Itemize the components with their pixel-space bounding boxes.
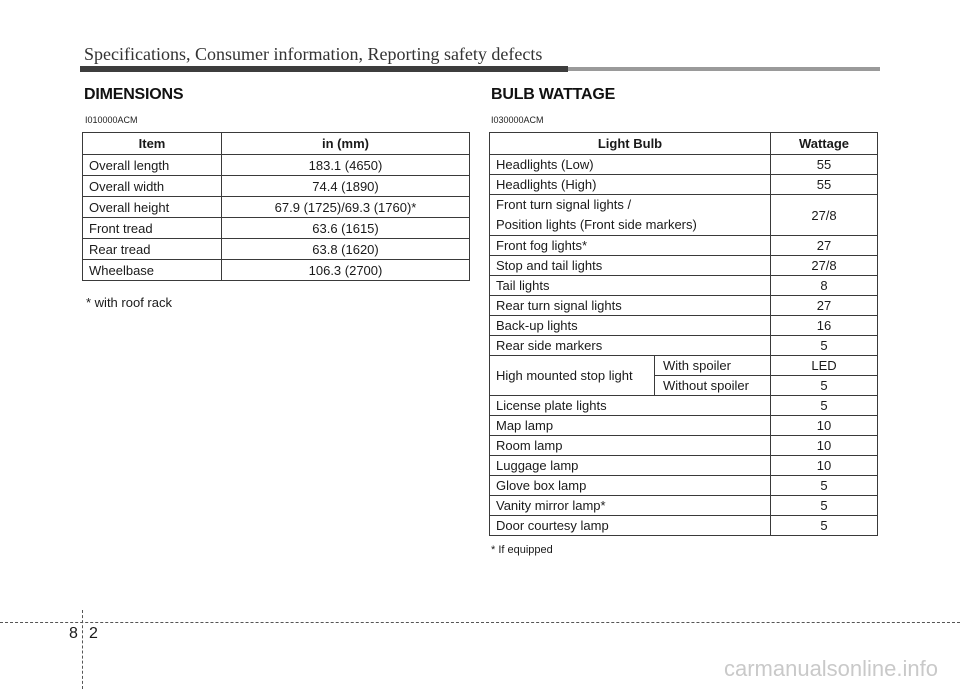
bulb-item: Door courtesy lamp bbox=[490, 516, 771, 536]
dimension-item: Overall width bbox=[83, 176, 222, 197]
dimension-value: 74.4 (1890) bbox=[222, 176, 470, 197]
page-number-page: 2 bbox=[89, 625, 98, 642]
dimensions-heading: DIMENSIONS bbox=[84, 86, 184, 103]
bulb-value: 27 bbox=[771, 236, 878, 256]
bulb-item: Luggage lamp bbox=[490, 456, 771, 476]
table-row bbox=[490, 496, 878, 516]
dimension-item: Front tread bbox=[83, 218, 222, 239]
bulb-item: Front fog lights* bbox=[490, 236, 771, 256]
table-row bbox=[490, 256, 878, 276]
bulb-item: Stop and tail lights bbox=[490, 256, 771, 276]
table-row bbox=[490, 336, 878, 356]
dimension-value: 106.3 (2700) bbox=[222, 260, 470, 281]
bulb-value: 10 bbox=[771, 416, 878, 436]
bulb-item: Headlights (Low) bbox=[490, 155, 771, 175]
header-rule-dark bbox=[80, 66, 568, 72]
bulb-col-light: Light Bulb bbox=[490, 133, 771, 155]
bulb-value: 16 bbox=[771, 316, 878, 336]
table-row bbox=[83, 155, 470, 176]
bulb-value: 27/8 bbox=[771, 256, 878, 276]
bulb-heading: BULB WATTAGE bbox=[491, 86, 616, 103]
page-number-section: 8 bbox=[69, 625, 78, 642]
bulb-value: 5 bbox=[771, 496, 878, 516]
table-row bbox=[490, 316, 878, 336]
hmsl-label: High mounted stop light bbox=[490, 356, 655, 396]
bulb-value: 5 bbox=[771, 336, 878, 356]
dimensions-table bbox=[82, 132, 470, 281]
turn-signal-line2: Position lights (Front side markers) bbox=[496, 217, 697, 232]
turn-signal-line1: Front turn signal lights / bbox=[496, 197, 632, 212]
dimension-value: 63.8 (1620) bbox=[222, 239, 470, 260]
bulb-item: Room lamp bbox=[490, 436, 771, 456]
table-row bbox=[83, 218, 470, 239]
bulb-header-row bbox=[490, 133, 878, 155]
bulb-footnote: * If equipped bbox=[491, 544, 553, 556]
bulb-value: 55 bbox=[771, 175, 878, 195]
table-row bbox=[490, 416, 878, 436]
table-row bbox=[83, 176, 470, 197]
table-row bbox=[83, 260, 470, 281]
hmsl-sub-item: With spoiler bbox=[655, 356, 771, 376]
table-row bbox=[490, 396, 878, 416]
bulb-item: Vanity mirror lamp* bbox=[490, 496, 771, 516]
dimension-item: Rear tread bbox=[83, 239, 222, 260]
bulb-item: Back-up lights bbox=[490, 316, 771, 336]
section-title: Specifications, Consumer information, Reporting safety defects bbox=[84, 44, 543, 64]
bulb-item: Rear turn signal lights bbox=[490, 296, 771, 316]
dimensions-header-row bbox=[83, 133, 470, 155]
bulb-value: LED bbox=[771, 356, 878, 376]
table-row bbox=[490, 456, 878, 476]
bulb-value: 5 bbox=[771, 396, 878, 416]
table-row bbox=[490, 236, 878, 256]
table-row bbox=[490, 155, 878, 175]
header-rule bbox=[80, 66, 880, 72]
table-row bbox=[490, 175, 878, 195]
bulb-value: 10 bbox=[771, 456, 878, 476]
table-row bbox=[490, 356, 878, 376]
dimension-value: 67.9 (1725)/69.3 (1760)* bbox=[222, 197, 470, 218]
table-row bbox=[83, 197, 470, 218]
dimensions-footnote: * with roof rack bbox=[86, 295, 172, 310]
bulb-item: Headlights (High) bbox=[490, 175, 771, 195]
bulb-value: 5 bbox=[771, 376, 878, 396]
table-row bbox=[490, 476, 878, 496]
dimensions-col-value: in (mm) bbox=[222, 133, 470, 155]
bulb-value: 27 bbox=[771, 296, 878, 316]
table-row bbox=[83, 239, 470, 260]
table-row bbox=[490, 516, 878, 536]
bulb-value: 5 bbox=[771, 476, 878, 496]
bulb-wattage-table bbox=[489, 132, 878, 536]
watermark: carmanualsonline.info bbox=[723, 656, 938, 681]
dimensions-code: I010000ACM bbox=[85, 115, 138, 125]
bulb-item bbox=[490, 195, 771, 236]
bulb-value: 10 bbox=[771, 436, 878, 456]
dimension-item: Wheelbase bbox=[83, 260, 222, 281]
footer-rule bbox=[0, 622, 960, 623]
dimension-value: 183.1 (4650) bbox=[222, 155, 470, 176]
table-row bbox=[490, 276, 878, 296]
bulb-item: Rear side markers bbox=[490, 336, 771, 356]
dimension-item: Overall length bbox=[83, 155, 222, 176]
dimension-item: Overall height bbox=[83, 197, 222, 218]
bulb-item: Map lamp bbox=[490, 416, 771, 436]
table-row bbox=[490, 195, 878, 236]
table-row bbox=[490, 436, 878, 456]
bulb-item: License plate lights bbox=[490, 396, 771, 416]
bulb-item: Glove box lamp bbox=[490, 476, 771, 496]
dimensions-col-item: Item bbox=[83, 133, 222, 155]
bulb-value: 27/8 bbox=[771, 195, 878, 236]
header-rule-light bbox=[568, 67, 880, 71]
bulb-item: Tail lights bbox=[490, 276, 771, 296]
bulb-code: I030000ACM bbox=[491, 115, 544, 125]
footer-divider bbox=[82, 610, 83, 689]
bulb-value: 8 bbox=[771, 276, 878, 296]
bulb-value: 5 bbox=[771, 516, 878, 536]
dimension-value: 63.6 (1615) bbox=[222, 218, 470, 239]
table-row bbox=[490, 296, 878, 316]
hmsl-sub-item: Without spoiler bbox=[655, 376, 771, 396]
bulb-col-wattage: Wattage bbox=[771, 133, 878, 155]
bulb-value: 55 bbox=[771, 155, 878, 175]
